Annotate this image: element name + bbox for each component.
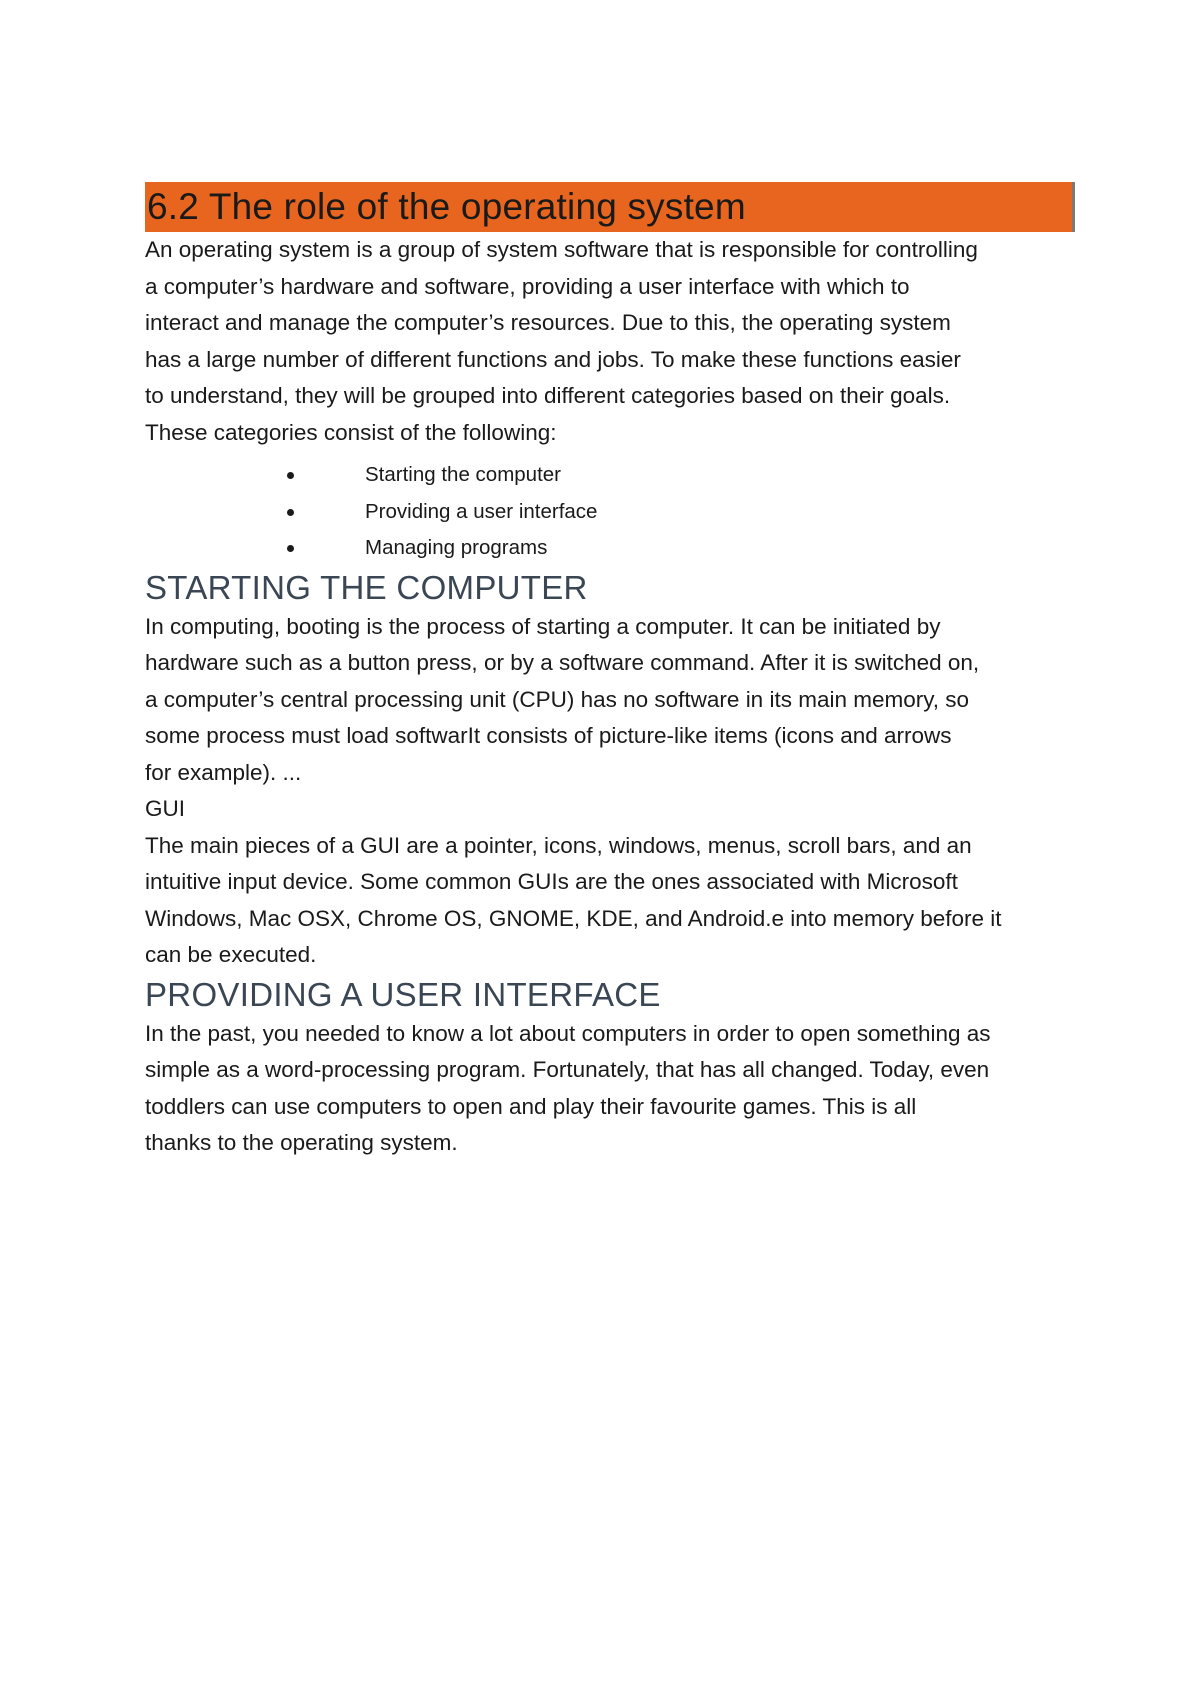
bullet-icon — [287, 545, 294, 552]
paragraph-line: simple as a word-processing program. Fortunately, that has all changed. Today, even — [145, 1057, 990, 1082]
list-item-label: Managing programs — [365, 536, 548, 559]
intro-paragraph — [145, 232, 1075, 415]
intro-line: An operating system is a group of system software that is responsible for controlling — [145, 237, 978, 262]
paragraph-line: toddlers can use computers to open and play their favourite games. This is all — [145, 1093, 917, 1119]
bullet-icon — [287, 472, 294, 479]
list-item — [145, 457, 1075, 494]
paragraph-line: a computer’s central processing unit (CPU) has no software in its main memory, so — [145, 686, 970, 712]
intro-line: interact and manage the computer’s resources. Due to this, the operating system — [145, 310, 951, 335]
categories-list — [145, 457, 1075, 567]
paragraph-line: hardware such as a button press, or by a software command. After it is switched on, — [145, 650, 980, 675]
paragraph-line: intuitive input device. Some common GUIs are the ones associated with Microsoft — [145, 869, 958, 894]
page-title: 6.2 The role of the operating system — [147, 186, 746, 227]
paragraph-line: Windows, Mac OSX, Chrome OS, GNOME, KDE, and Android.e into memory before it — [145, 905, 1002, 931]
paragraph-line: In computing, booting is the process of starting a computer. It can be initiated by — [145, 613, 941, 639]
section-heading-starting-computer: STARTING THE COMPUTER — [145, 568, 588, 606]
section-paragraph-starting-computer — [145, 609, 1075, 974]
list-item-label: Providing a user interface — [365, 499, 598, 523]
bullet-icon — [287, 509, 294, 516]
paragraph-line: The main pieces of a GUI are a pointer, icons, windows, menus, scroll bars, and an — [145, 832, 972, 858]
list-item — [145, 530, 1075, 567]
list-item-label: Starting the computer — [365, 463, 561, 486]
intro-line: to understand, they will be grouped into different categories based on their goals. — [145, 383, 951, 408]
list-item — [145, 494, 1075, 531]
paragraph-line: GUI — [145, 796, 186, 821]
categories-intro: These categories consist of the following: — [145, 419, 557, 445]
paragraph-line: In the past, you needed to know a lot about computers in order to open something as — [145, 1020, 991, 1046]
section-paragraph-user-interface — [145, 1016, 1075, 1162]
page-content — [145, 182, 1075, 1162]
paragraph-line: can be executed. — [145, 942, 317, 967]
heading-bar — [145, 182, 1075, 232]
intro-line: a computer’s hardware and software, providing a user interface with which to — [145, 273, 910, 299]
paragraph-line: thanks to the operating system. — [145, 1130, 458, 1155]
paragraph-line: some process must load softwarIt consists of picture-like items (icons and arrows — [145, 723, 952, 748]
section-heading-user-interface: PROVIDING A USER INTERFACE — [145, 975, 661, 1013]
intro-line: has a large number of different functions and jobs. To make these functions easier — [145, 346, 961, 372]
paragraph-line: for example). ... — [145, 759, 302, 785]
